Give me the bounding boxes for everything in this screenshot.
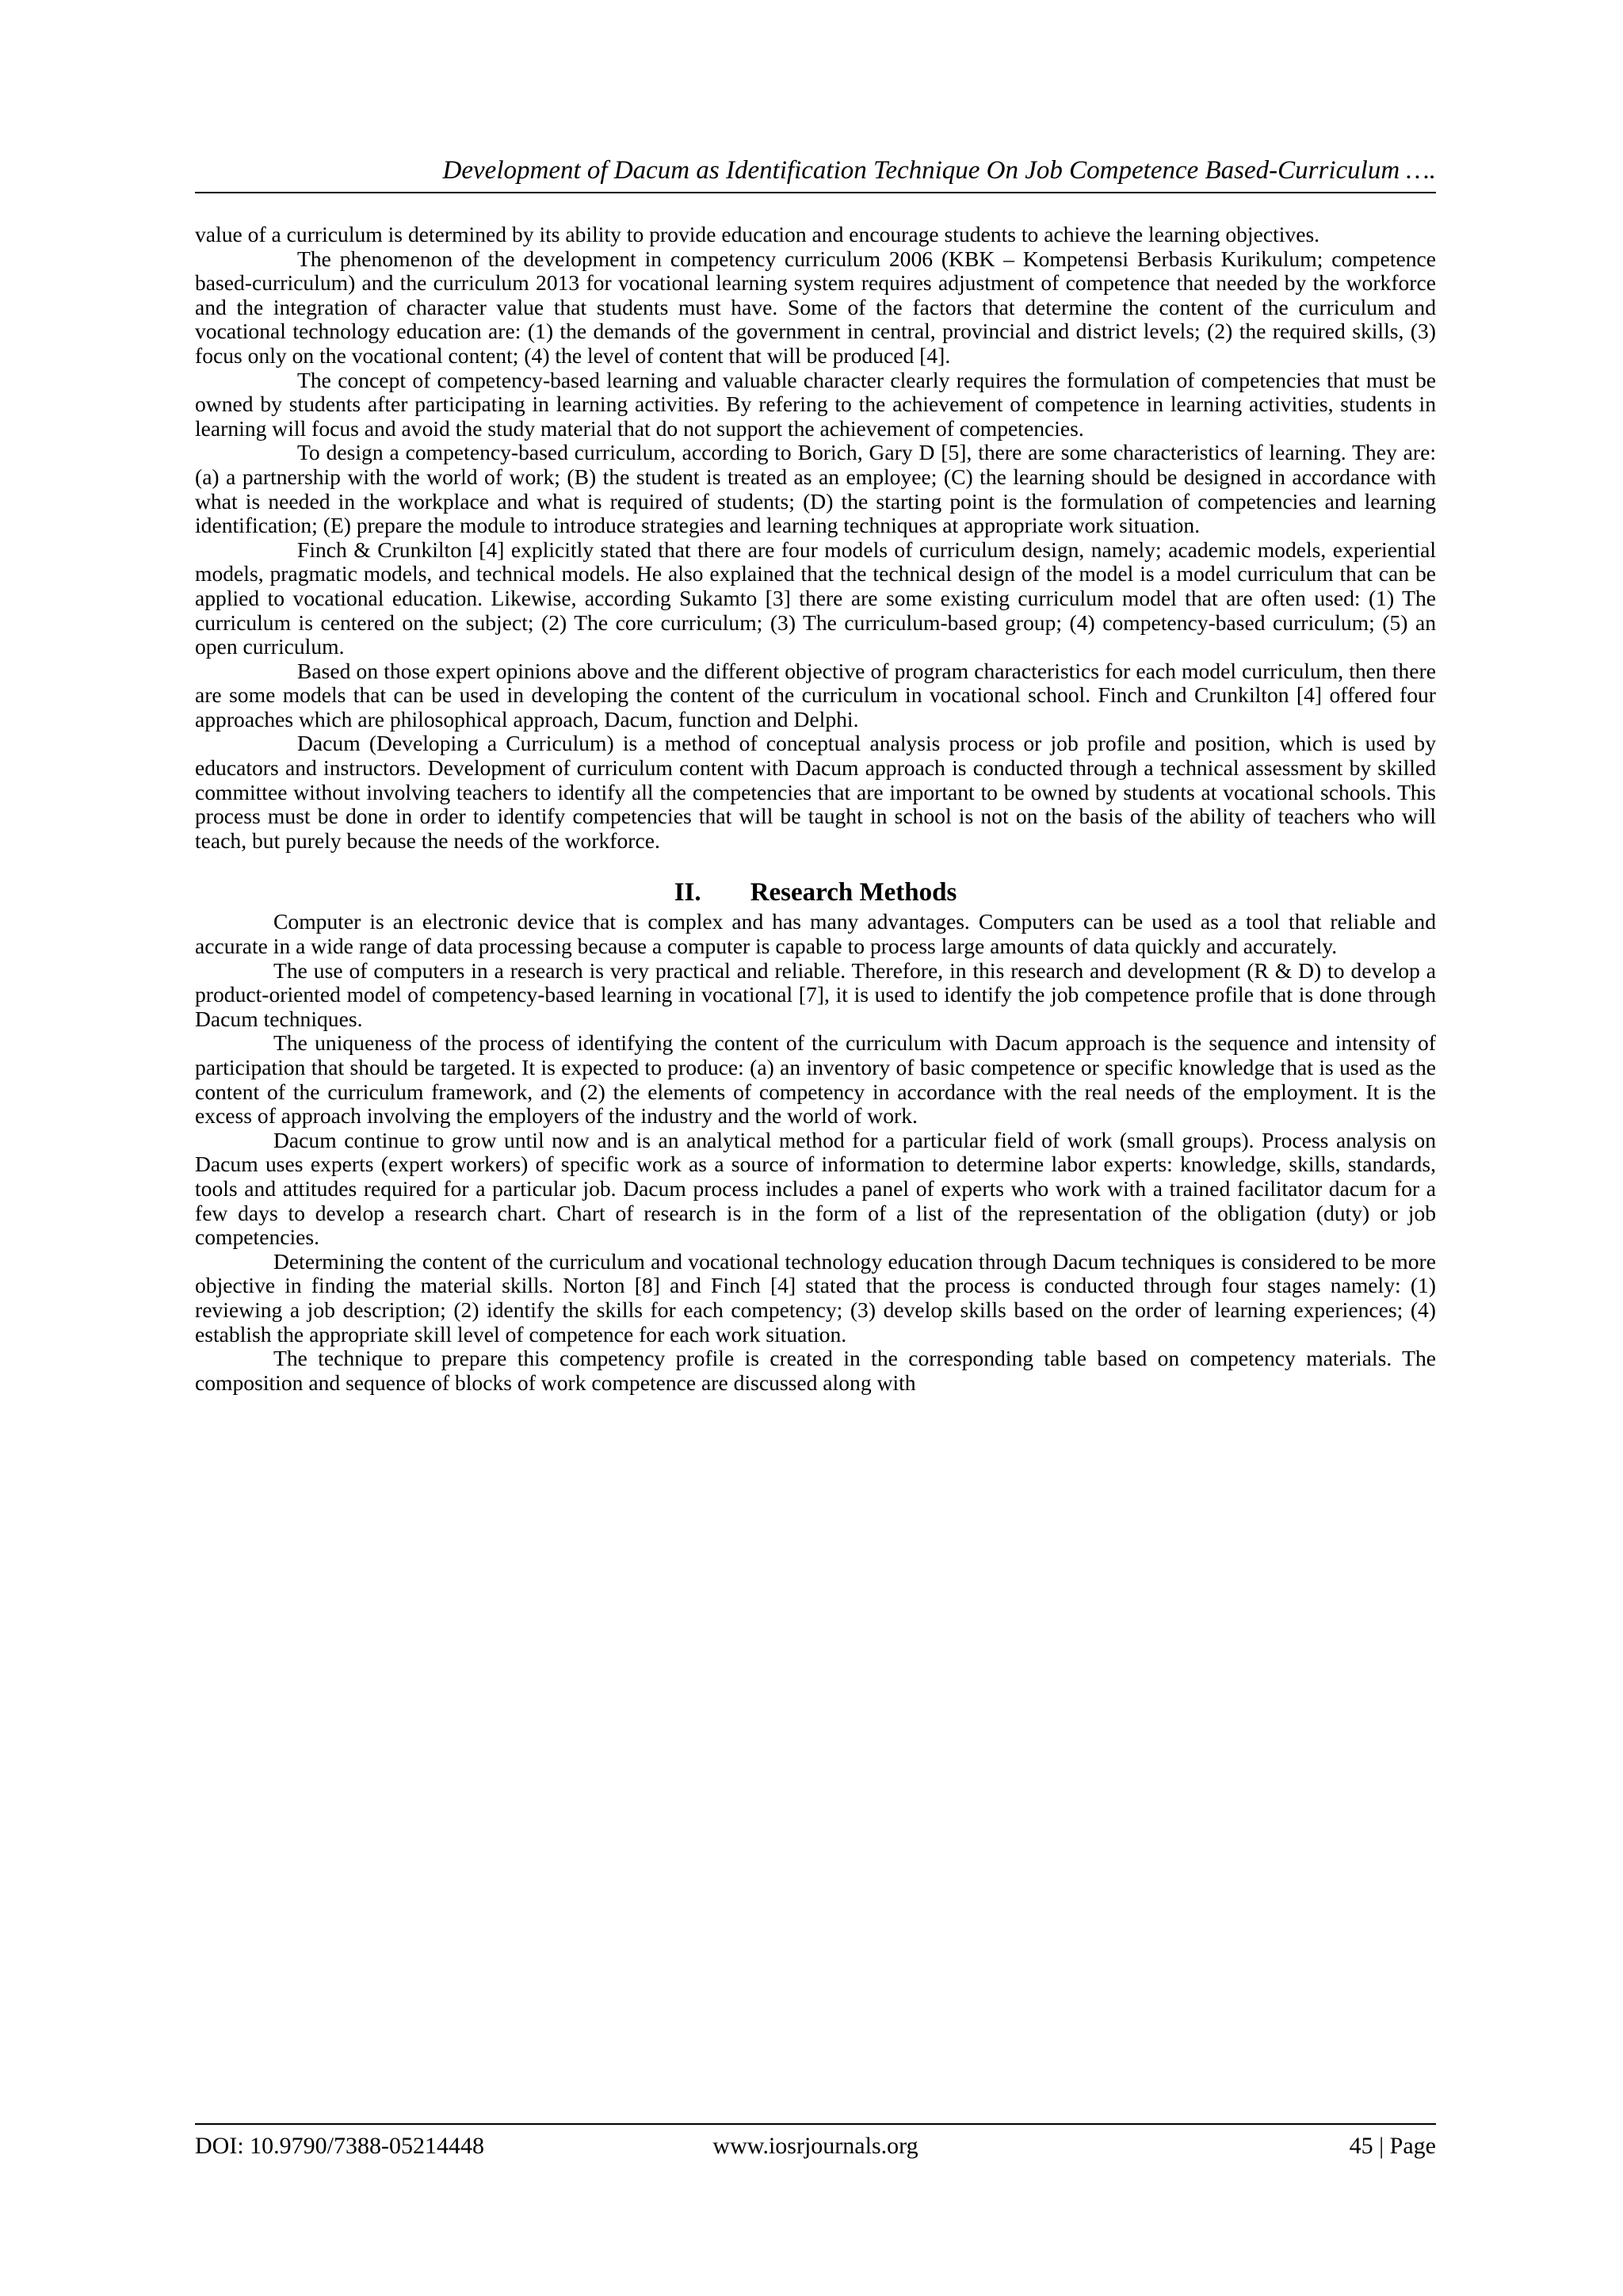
journal-page [195, 0, 1436, 2296]
paragraph: The technique to prepare this competency profile is created in the corresponding table based on competency materials. The composition and sequence of blocks of work competence are discussed along with [195, 1346, 1436, 1395]
paragraph: Based on those expert opinions above and the different objective of program characteristics for each model curriculum, then there are some models that can be used in developing the content of the curriculum in vocational school. Finch and Crunkilton [4] offered four approaches which are philosophical approach, Dacum, function and Delphi. [195, 658, 1436, 732]
paragraph: Finch & Crunkilton [4] explicitly stated that there are four models of curriculum design, namely; academic models, experiential models, pragmatic models, and technical models. He also explained that the technical design of the model is a model curriculum that can be applied to vocational education. Likewise, according Sukamto [3] there are some existing curriculum model that are often used: (1) The curriculum is centered on the subject; (2) The core curriculum; (3) The curriculum-based group; (4) competency-based curriculum; (5) an open curriculum. [195, 537, 1436, 659]
paragraph: The uniqueness of the process of identifying the content of the curriculum with Dacum approach is the sequence and intensity of participation that should be targeted. It is expected to produce: (a) an inventory of basic competence or specific knowledge that is used as the content of the curriculum framework, and (2) the elements of competency in accordance with the real needs of the employment. It is the excess of approach involving the employers of the industry and the world of work. [195, 1030, 1436, 1129]
paragraph: Computer is an electronic device that is complex and has many advantages. Computers can be used as a tool that reliable and accurate in a wide range of data processing because a computer is capable to process large amounts of data quickly and accurately. [195, 909, 1436, 959]
footer-rule [195, 2123, 1436, 2125]
paragraph: Dacum (Developing a Curriculum) is a method of conceptual analysis process or job profile and position, which is used by educators and instructors. Development of curriculum content with Dacum approach is conducted through a technical assessment by skilled committee without involving teachers to identify all the competencies that are important to be owned by students at vocational schools. This process must be done in order to identify competencies that will be taught in school is not on the basis of the ability of teachers who will teach, but purely because the needs of the workforce. [195, 731, 1436, 853]
journal-website: www.iosrjournals.org [712, 2133, 918, 2159]
research-methods-section [195, 910, 1436, 1395]
section-title: Research Methods [750, 878, 957, 907]
header-rule [195, 192, 1436, 193]
body-text [195, 223, 1436, 1395]
paragraph: The phenomenon of the development in competency curriculum 2006 (KBK – Kompetensi Berbasis Kurikulum; competence based-curriculum) and the curriculum 2013 for vocational learning system requires adjustment of competence that needed by the workforce and the integration of character value that students must have. Some of the factors that determine the content of the curriculum and vocational technology education are: (1) the demands of the government in central, provincial and district levels; (2) the required skills, (3) focus only on the vocational content; (4) the level of content that will be produced [4]. [195, 246, 1436, 368]
section-heading [195, 877, 1436, 907]
doi-text: DOI: 10.9790/7388-05214448 [195, 2133, 484, 2159]
paragraph: The use of computers in a research is very practical and reliable. Therefore, in this research and development (R & D) to develop a product-oriented model of competency-based learning in vocational [7], it is used to identify the job competence profile that is done through Dacum techniques. [195, 957, 1436, 1031]
page-footer [195, 2130, 1436, 2162]
paragraph: To design a competency-based curriculum, according to Borich, Gary D [5], there are some characteristics of learning. They are: (a) a partnership with the world of work; (B) the student is treated as an employee; (C) the learning should be designed in accordance with what is needed in the workplace and what is required of students; (D) the starting point is the formulation of competencies and learning identification; (E) prepare the module to introduce strategies and learning techniques at appropriate work situation. [195, 440, 1436, 538]
page-number: 45 | Page [1349, 2133, 1436, 2159]
paragraph: The concept of competency-based learning and valuable character clearly requires the formulation of competencies that must be owned by students after participating in learning activities. By refering to the achievement of competence in learning activities, students in learning will focus and avoid the study material that do not support the achievement of competencies. [195, 367, 1436, 441]
section-number: II. [674, 878, 701, 907]
paragraph: value of a curriculum is determined by its ability to provide education and encourage students to achieve the learning objectives. [195, 222, 1320, 246]
paragraph: Dacum continue to grow until now and is an analytical method for a particular field of work (small groups). Process analysis on Dacum uses experts (expert workers) of specific work as a source of information to determine labor experts: knowledge, skills, standards, tools and attitudes required for a particular job. Dacum process includes a panel of experts who work with a trained facilitator dacum for a few days to develop a research chart. Chart of research is in the form of a list of the representation of the obligation (duty) or job competencies. [195, 1127, 1436, 1250]
introduction-section [195, 223, 1436, 853]
paragraph: Determining the content of the curriculum and vocational technology education through Dacum techniques is considered to be more objective in finding the material skills. Norton [8] and Finch [4] stated that the process is conducted through four stages namely: (1) reviewing a job description; (2) identify the skills for each competency; (3) develop skills based on the order of learning experiences; (4) establish the appropriate skill level of competence for each work situation. [195, 1248, 1436, 1347]
running-header: Development of Dacum as Identification Technique On Job Competence Based-Curriculum …. [442, 156, 1436, 185]
